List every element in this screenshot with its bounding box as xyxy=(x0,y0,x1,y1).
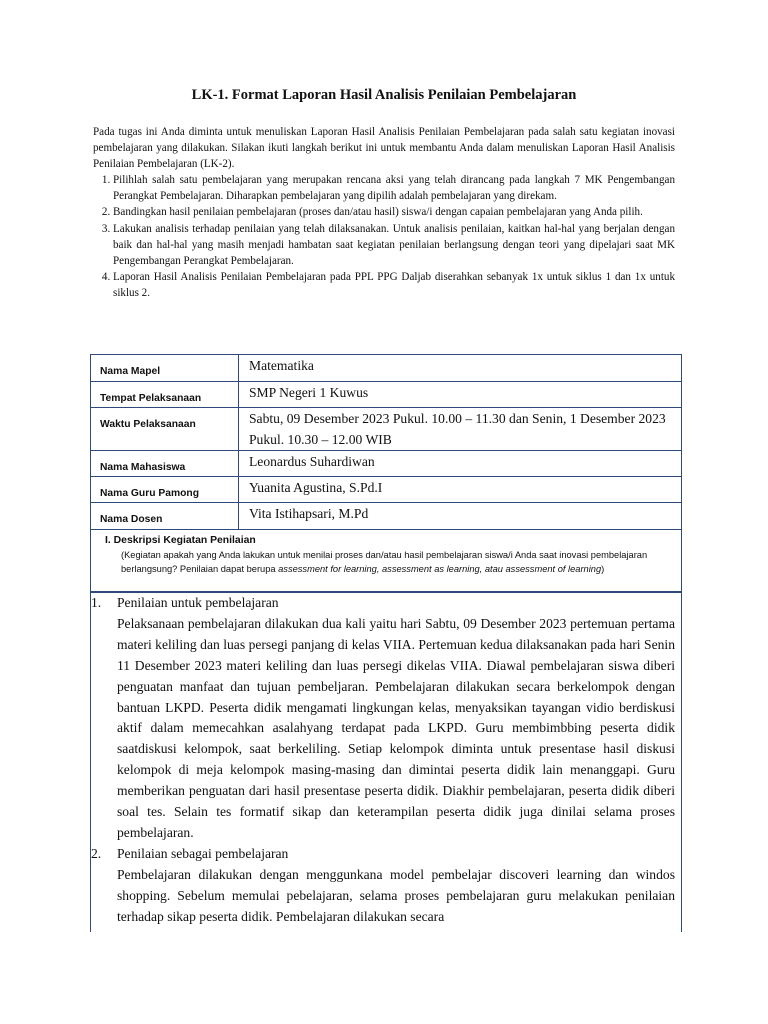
info-row xyxy=(91,503,682,530)
document-title: LK-1. Format Laporan Hasil Analisis Penilaian Pembelajaran xyxy=(191,87,577,103)
info-table xyxy=(90,354,682,530)
info-label: Nama Dosen xyxy=(91,503,239,530)
section-instructions xyxy=(121,549,676,576)
section-heading: I. Deskripsi Kegiatan Penilaian xyxy=(105,535,256,546)
info-value: Vita Istihapsari, M.Pd xyxy=(239,503,682,530)
info-value: Yuanita Agustina, S.Pd.I xyxy=(239,477,682,503)
content-heading-row xyxy=(91,844,681,865)
item-number: 1. xyxy=(91,595,102,610)
item-number: 2. xyxy=(91,845,102,861)
info-row xyxy=(91,477,682,503)
steps-list xyxy=(93,172,675,301)
item-text: Pembelajaran dilakukan dengan menggunkana model pembelajar discoveri learning dan windos shopping. Sebelum memulai pebelajaran, selama proses pembelajaran guru melakukan penilaian terhadap sikap peserta didik. Pembelajaran dilakukan secara xyxy=(117,866,675,924)
info-value: Matematika xyxy=(239,355,682,382)
step-item: 3. Lakukan analisis terhadap penilaian yang telah dilaksanakan. Untuk analisis penilaian, kaitkan hal-hal yang berjalan dengan baik dan hal-hal yang masih menjadi hambatan saat kegiatan penilaian berlangsung dengan teori yang dipelajari saat MK Pengembangan Perangkat Pembelajaran. xyxy=(113,221,675,269)
step-item: 4. Laporan Hasil Analisis Penilaian Pembelajaran pada PPL PPG Daljab diserahkan sebanyak 1x untuk siklus 1 dan 1x untuk siklus 2. xyxy=(113,269,675,301)
description-section-header xyxy=(90,528,682,592)
item-heading: Penilaian sebagai pembelajaran xyxy=(117,845,289,861)
info-value: SMP Negeri 1 Kuwus xyxy=(239,382,682,408)
info-label: Nama Guru Pamong xyxy=(91,477,239,503)
item-heading: Penilaian untuk pembelajaran xyxy=(117,595,279,610)
item-text: Pelaksanaan pembelajaran dilakukan dua kali yaitu hari Sabtu, 09 Desember 2023 pertemuan pertama materi keliling dan luas persegi panjang di kelas VIIA. Pertemuan kedua dilaksanakan pada hari Senin 11 Desember 2023 materi keliling dan luas persegi dikelas VIIA. Diawal pembelajaran siswa diberi penguatan manfaat dan tujuan pembeljaran. Pembelajaran dilakukan secara berkelompok dengan bantuan LKPD. Peserta didik mengamati lingkungan kelas, menyaksikan tayangan vidio berdiskusi aktif dalam memecahkan asalahyang terdapat pada LKPD. Guru membimbbing peserta didik saatdiskusi kelompok, saat berkeliling. Setiap kelompok diminta untuk presentase hasil diskusi kelompok di meja kelompok masing-masing dan dimintai peserta didik lain menanggapi. Guru memberikan penguatan dari hasil presentase peserta didik. Diakhir pembelajaran, peserta didik diberi soal tes. Selain tes formatif sikap dan keterampilan peserta didik juga dinilai selama proses pembelajaran. xyxy=(117,615,675,840)
step-item: 2. Bandingkan hasil penilaian pembelajaran (proses dan/atau hasil) siswa/i dengan capaian pembelajaran yang Anda pilih. xyxy=(113,204,675,220)
content-item xyxy=(91,844,681,928)
instructions xyxy=(93,124,675,301)
description-content xyxy=(90,592,682,932)
info-label: Nama Mahasiswa xyxy=(91,451,239,477)
info-label: Nama Mapel xyxy=(91,355,239,382)
info-label: Tempat Pelaksanaan xyxy=(91,382,239,408)
content-item xyxy=(91,593,681,844)
info-label: Waktu Pelaksanaan xyxy=(91,408,239,451)
instructions-italic: assessment for learning, assessment as learning, atau assessment of learning xyxy=(278,563,602,574)
intro-paragraph: Pada tugas ini Anda diminta untuk menuliskan Laporan Hasil Analisis Penilaian Pembelajaran pada salah satu kegiatan inovasi pembelajaran yang dilakukan. Silakan ikuti langkah berikut ini untuk membantu Anda dalam menuliskan Laporan Hasil Analisis Penilaian Pembelajaran (LK-2). xyxy=(93,126,675,171)
info-row xyxy=(91,451,682,477)
info-value: Sabtu, 09 Desember 2023 Pukul. 10.00 – 11.30 dan Senin, 1 Desember 2023 Pukul. 10.30 – 12.00 WIB xyxy=(239,408,682,451)
step-item: 1. Pilihlah salah satu pembelajaran yang merupakan rencana aksi yang telah dirancang pada langkah 7 MK Pengembangan Perangkat Pembelajaran. Diharapkan pembelajaran yang dipilih adalah pembelajaran yang direkam. xyxy=(113,172,675,204)
instructions-plain: (Kegiatan apakah yang Anda lakukan untuk menilai proses dan/atau hasil pembelajaran siswa/i Anda saat inovasi pembelajaran berlangsung? Penilaian dapat berupa xyxy=(121,550,648,574)
content-heading-row xyxy=(91,593,681,614)
info-value: Leonardus Suhardiwan xyxy=(239,451,682,477)
info-row xyxy=(91,355,682,382)
instructions-close: ) xyxy=(601,563,605,574)
info-row xyxy=(91,408,682,451)
info-row xyxy=(91,382,682,408)
